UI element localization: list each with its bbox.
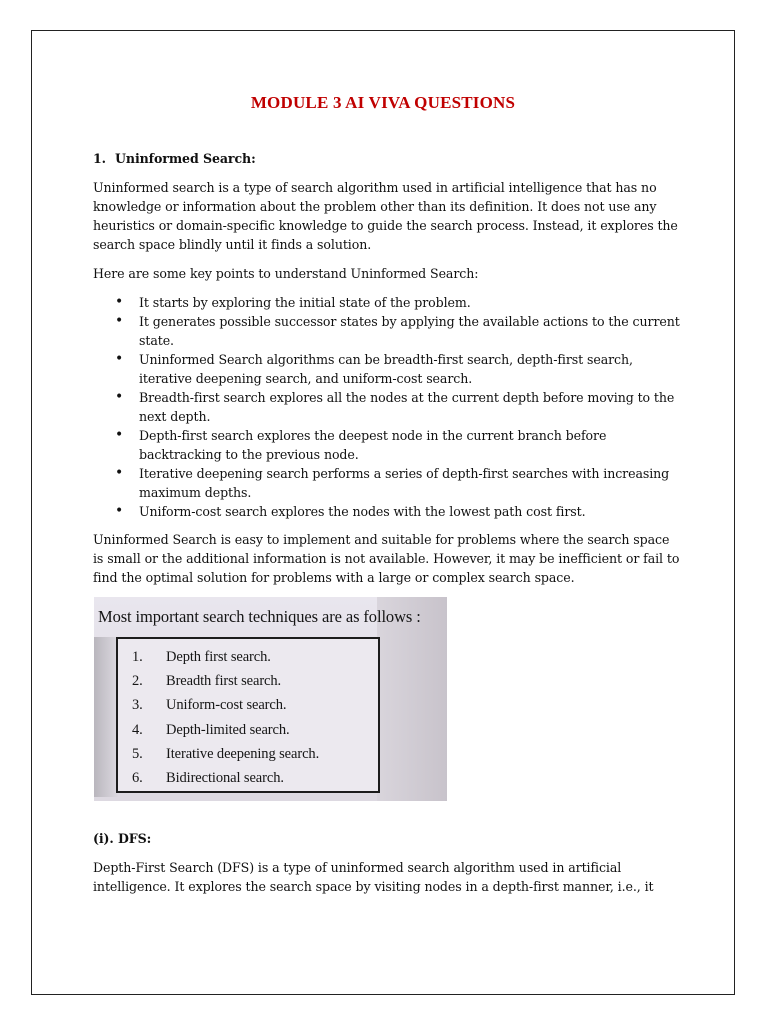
technique-item <box>132 669 378 693</box>
dfs-heading: (i). DFS: <box>93 831 152 846</box>
page-content <box>93 149 683 906</box>
technique-label: Breadth first search. <box>166 673 282 690</box>
technique-label: Uniform-cost search. <box>166 697 287 714</box>
search-techniques-image <box>94 597 447 801</box>
summary-paragraph: Uninformed Search is easy to implement and suitable for problems where the search space is small or the additional information is not available. However, it may be inefficient or fail to find the optimal solution for problems with a large or complex search space. <box>93 532 680 585</box>
image-shadow <box>94 637 118 797</box>
technique-item <box>132 766 378 790</box>
technique-number: 1. <box>132 649 143 665</box>
techniques-box <box>116 637 380 793</box>
section-heading <box>93 149 683 168</box>
technique-label: Bidirectional search. <box>166 770 284 787</box>
key-points-intro: Here are some key points to understand Uninformed Search: <box>93 266 479 281</box>
technique-number: 5. <box>132 745 143 762</box>
technique-number: 4. <box>132 721 143 738</box>
dfs-paragraph: Depth-First Search (DFS) is a type of uninformed search algorithm used in artificial intelligence. It explores the search space by visiting nodes in a depth-first manner, i.e., it <box>93 860 654 894</box>
technique-number: 3. <box>132 697 143 714</box>
document-page <box>31 30 735 995</box>
list-item: • Uniform-cost search explores the nodes with the lowest path cost first. <box>139 502 683 521</box>
page-title: MODULE 3 AI VIVA QUESTIONS <box>250 93 516 112</box>
technique-item <box>132 718 378 742</box>
section-title: Uninformed Search: <box>115 151 256 166</box>
technique-item <box>132 693 378 717</box>
technique-item <box>132 742 378 766</box>
list-item: • It starts by exploring the initial state of the problem. <box>139 293 683 312</box>
key-points-list <box>93 293 683 521</box>
technique-item <box>132 645 378 669</box>
image-heading: Most important search techniques are as follows : <box>98 607 421 626</box>
list-item: • Depth-first search explores the deepest node in the current branch before backtracking to the previous node. <box>139 426 683 464</box>
technique-number: 6. <box>132 770 143 787</box>
list-item: • Iterative deepening search performs a series of depth-first searches with increasing maximum depths. <box>139 464 683 502</box>
section-number: 1. <box>93 151 106 166</box>
technique-label: Iterative deepening search. <box>166 745 320 762</box>
list-item: • Uninformed Search algorithms can be breadth-first search, depth-first search, iterative deepening search, and uniform-cost search. <box>139 350 683 388</box>
list-item: • Breadth-first search explores all the nodes at the current depth before moving to the next depth. <box>139 388 683 426</box>
intro-paragraph: Uninformed search is a type of search algorithm used in artificial intelligence that has no knowledge or information about the problem other than its definition. It does not use any heuristics or domain-specific knowledge to guide the search process. Instead, it explores the search space blindly until it finds a solution. <box>93 180 678 252</box>
technique-label: Depth first search. <box>166 649 271 665</box>
image-shadow <box>377 597 447 801</box>
list-item: • It generates possible successor states by applying the available actions to the current state. <box>139 312 683 350</box>
technique-number: 2. <box>132 673 143 690</box>
technique-label: Depth-limited search. <box>166 721 290 738</box>
